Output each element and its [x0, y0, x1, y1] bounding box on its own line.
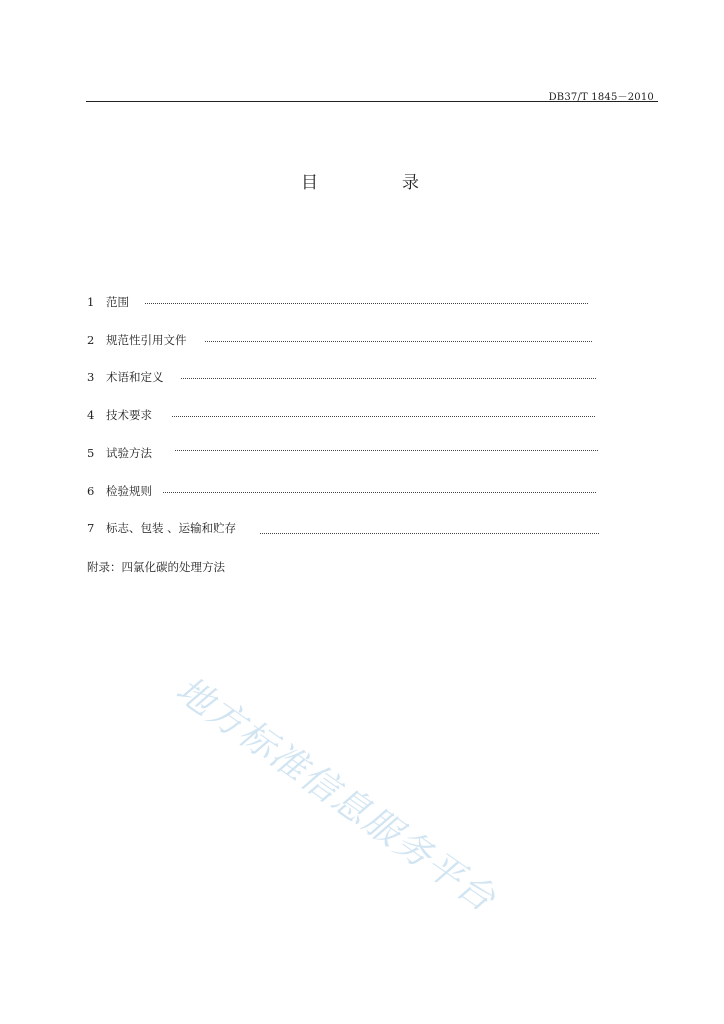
toc-entry[interactable]: [87, 369, 164, 385]
toc-entry-number: 3: [87, 370, 95, 384]
toc-entry-number: 5: [87, 446, 95, 460]
toc-leader: [260, 533, 599, 534]
toc-entry-label: 标志、包装 、运输和贮存: [106, 521, 237, 535]
toc-entry-label: 技术要求: [106, 408, 152, 422]
toc-leader: [163, 492, 596, 493]
toc-entry-label: 范围: [106, 295, 129, 309]
toc-entry-label: 术语和定义: [106, 370, 164, 384]
standard-code: DB37/T 1845－2010: [548, 92, 654, 103]
toc-entry-number: 4: [87, 408, 95, 422]
toc-entry[interactable]: [87, 332, 187, 348]
header-rule: [86, 101, 658, 102]
watermark-text: 地方标准信息服务平台: [168, 669, 504, 921]
toc-entry-number: 7: [87, 521, 95, 535]
toc-leader: [175, 450, 598, 451]
toc-leader: [205, 341, 592, 342]
toc-title-char-1: 目: [301, 173, 318, 193]
toc-entry[interactable]: [87, 483, 152, 499]
toc-entry-label: 试验方法: [106, 446, 152, 460]
toc-leader: [145, 303, 588, 304]
toc-appendix-entry[interactable]: 附录：四氯化碳的处理方法: [87, 560, 225, 574]
toc-entry-number: 6: [87, 484, 95, 498]
toc-title-char-2: 录: [402, 173, 419, 193]
toc-leader: [172, 416, 595, 417]
toc-entry[interactable]: [87, 407, 152, 423]
toc-entry-number: 2: [87, 333, 95, 347]
toc-leader: [181, 378, 596, 379]
toc-entry-label: 规范性引用文件: [106, 333, 187, 347]
toc-entry[interactable]: [87, 520, 236, 536]
toc-entry[interactable]: [87, 294, 129, 310]
toc-entry[interactable]: [87, 445, 152, 461]
toc-entry-label: 检验规则: [106, 484, 152, 498]
toc-title: [0, 168, 724, 192]
toc-entry-number: 1: [87, 295, 95, 309]
